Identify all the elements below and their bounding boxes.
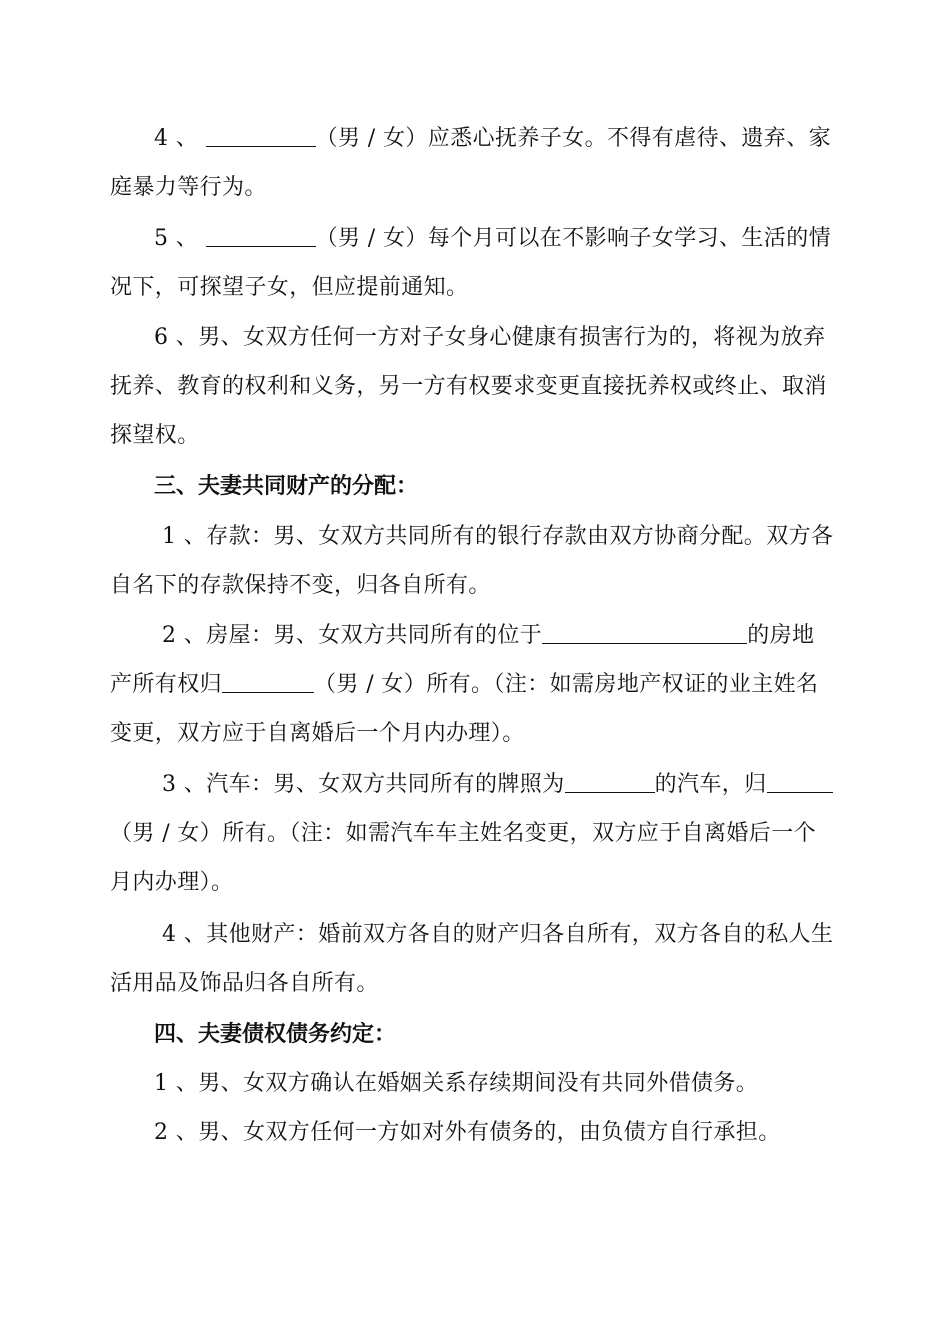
clause-text: 探望权。	[110, 423, 200, 448]
clause-text: （男 / 女）所有。（注：如需汽车车主姓名变更，双方应于自离婚后一个	[110, 821, 817, 846]
clause-other-property	[110, 910, 838, 1008]
clause-6-harm-to-children	[110, 313, 838, 460]
clause-car	[110, 760, 838, 907]
clause-text: 6 、男、女双方任何一方对子女身心健康有损害行为的，将视为放弃	[154, 325, 826, 350]
fill-in-blank	[767, 772, 833, 793]
fill-in-blank	[542, 623, 747, 644]
clause-number: 5 、	[154, 226, 199, 251]
clause-text: 产所有权归	[110, 672, 223, 697]
fill-in-blank	[206, 226, 316, 247]
clause-text: 变更，双方应于自离婚后一个月内办理）。	[110, 721, 525, 746]
clause-text: 自名下的存款保持不变，归各自所有。	[110, 573, 491, 598]
clause-text: 的汽车，归	[654, 772, 767, 797]
clause-house	[110, 611, 838, 758]
fill-in-blank	[222, 672, 314, 693]
clause-text: （男 / 女）每个月可以在不影响子女学习、生活的情	[315, 226, 832, 251]
clause-text: 2 、房屋：男、女双方共同所有的位于	[162, 623, 543, 648]
clause-number: 4 、	[154, 126, 199, 151]
clause-text: （男 / 女）应悉心抚养子女。不得有虐待、遗弃、家	[315, 126, 832, 151]
clause-4-custody-care	[110, 114, 838, 212]
clause-debt-2	[110, 1108, 838, 1157]
clause-text: 活用品及饰品归各自所有。	[110, 971, 379, 996]
section-4-heading: 四、夫妻债权债务约定：	[154, 1022, 397, 1047]
clause-text: 1 、男、女双方确认在婚姻关系存续期间没有共同外借债务。	[154, 1071, 759, 1096]
clause-text: （男 / 女）所有。（注：如需房地产权证的业主姓名	[314, 672, 819, 697]
clause-text: 庭暴力等行为。	[110, 175, 267, 200]
section-3-heading: 三、夫妻共同财产的分配：	[154, 474, 419, 499]
clause-text: 的房地	[747, 623, 815, 648]
clause-text: 4 、其他财产：婚前双方各自的财产归各自所有，双方各自的私人生	[162, 922, 834, 947]
clause-deposit	[110, 512, 838, 610]
clause-text: 抚养、教育的权利和义务，另一方有权要求变更直接抚养权或终止、取消	[110, 374, 827, 399]
clause-text: 1 、存款：男、女双方共同所有的银行存款由双方协商分配。双方各	[162, 524, 834, 549]
clause-debt-1	[110, 1059, 838, 1108]
clause-text: 2 、男、女双方任何一方如对外有债务的，由负债方自行承担。	[154, 1120, 781, 1145]
fill-in-blank	[565, 772, 655, 793]
fill-in-blank	[206, 126, 316, 147]
clause-5-visitation	[110, 214, 838, 312]
clause-text: 况下，可探望子女，但应提前通知。	[110, 275, 469, 300]
clause-text: 3 、汽车：男、女双方共同所有的牌照为	[162, 772, 565, 797]
clause-text: 月内办理）。	[110, 870, 234, 895]
